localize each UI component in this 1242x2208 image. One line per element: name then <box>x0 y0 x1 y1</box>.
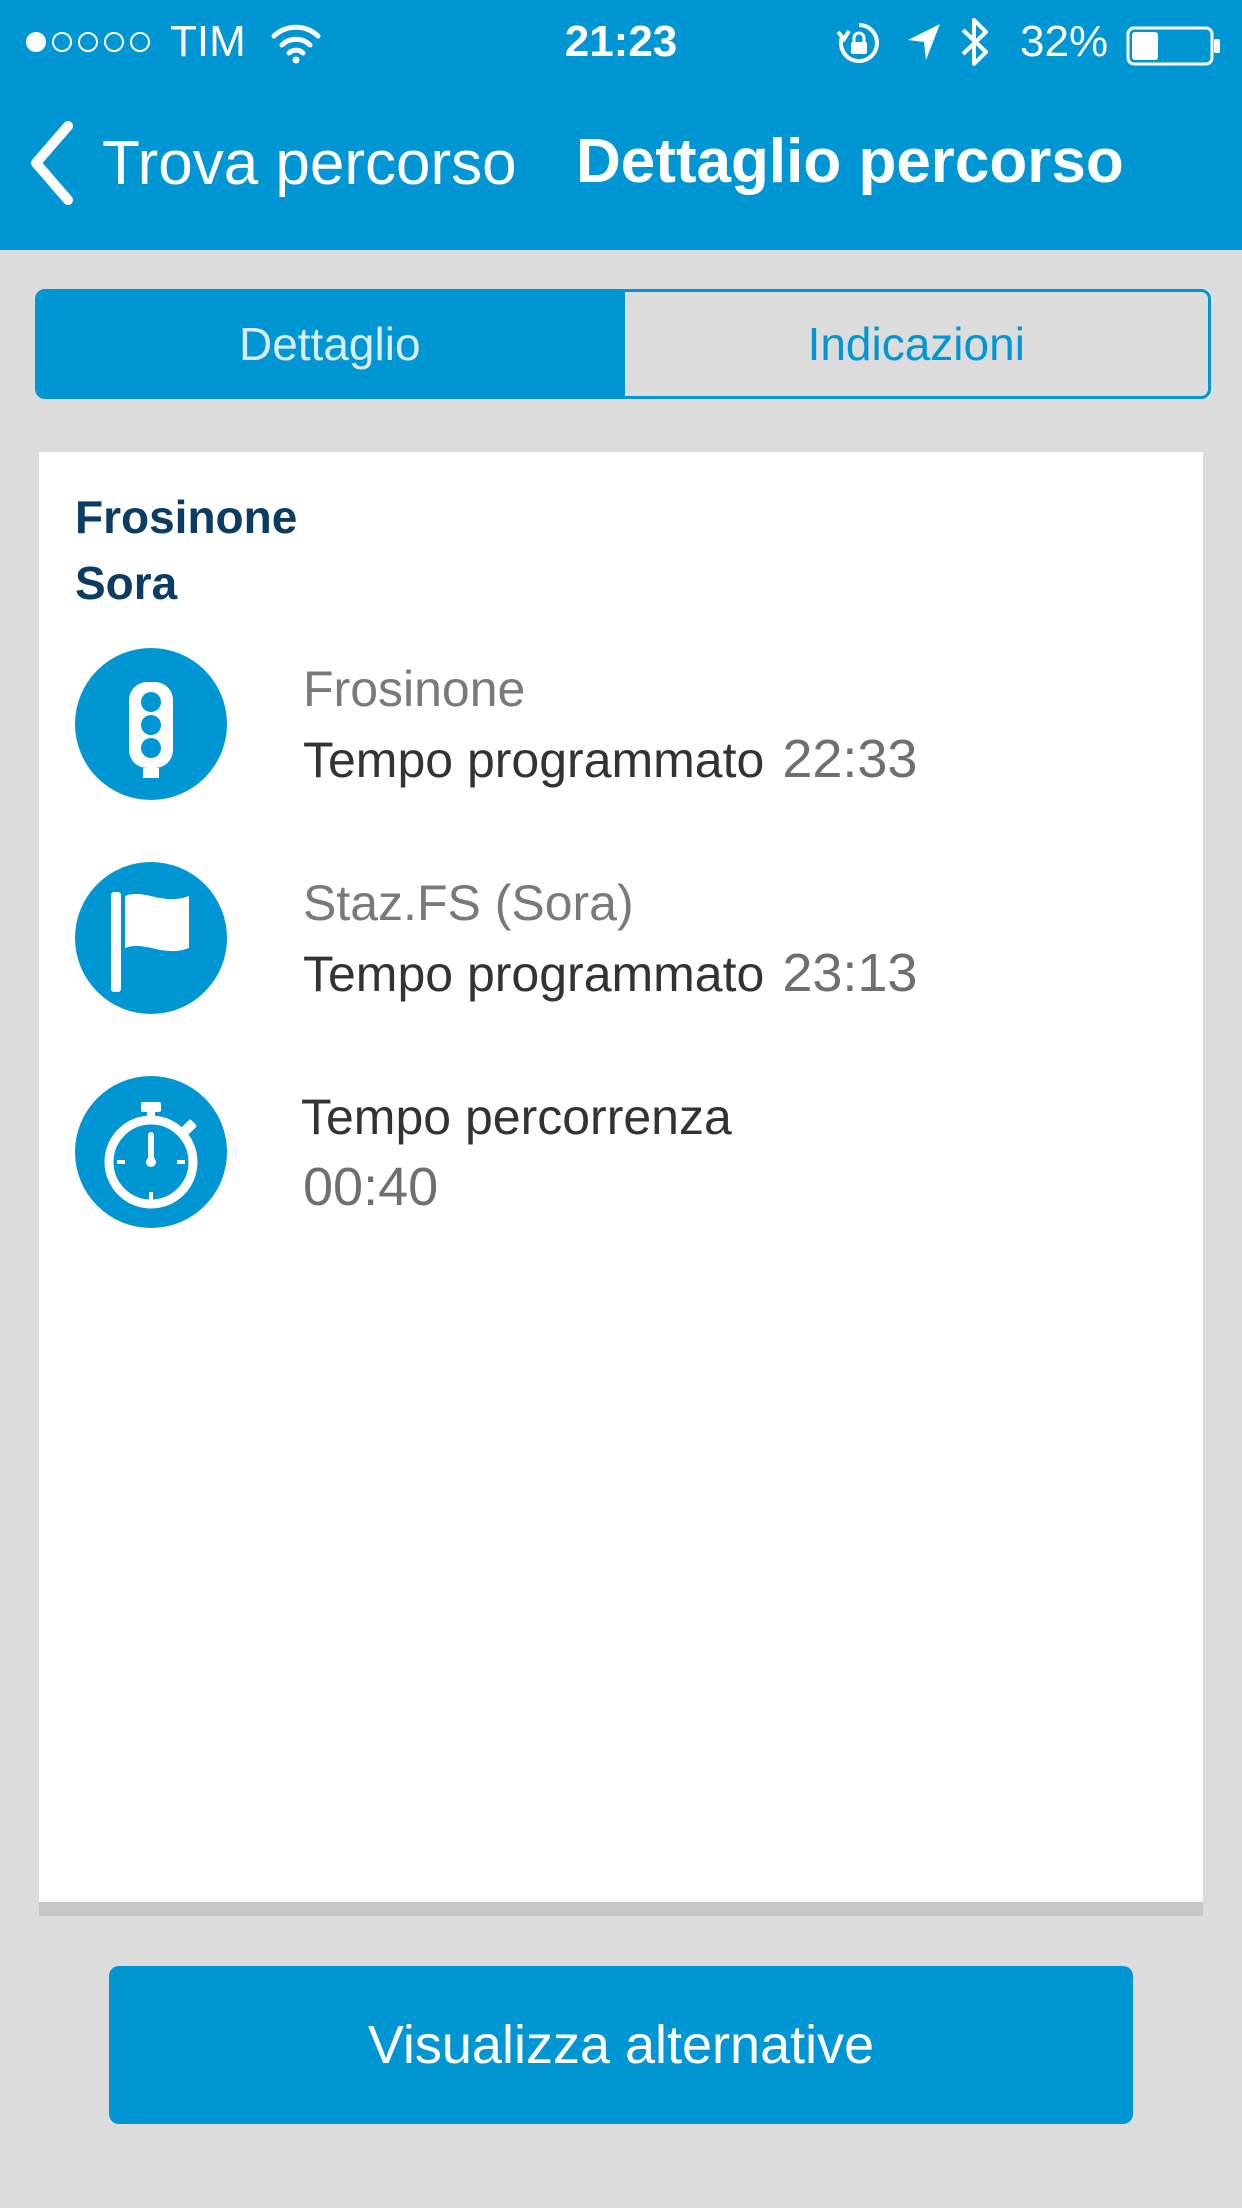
back-button[interactable] <box>26 118 586 208</box>
route-detail-card <box>39 452 1203 1902</box>
traffic-light-icon <box>75 648 227 800</box>
scheduled-time-line <box>303 942 917 1004</box>
route-destination: Sora <box>75 557 178 609</box>
flag-icon <box>75 862 227 1014</box>
stop-row-departure <box>75 648 1175 800</box>
card-divider <box>39 1902 1203 1916</box>
scheduled-time-value: 22:33 <box>782 729 918 789</box>
scheduled-time-label: Tempo programmato <box>303 946 765 1002</box>
back-button-label: Trova percorso <box>102 128 517 198</box>
status-time: 21:23 <box>564 17 678 66</box>
stopwatch-icon <box>75 1076 227 1228</box>
scheduled-time-line <box>303 728 917 790</box>
stop-row-arrival <box>75 862 1175 1014</box>
battery-percentage: 32% <box>1020 17 1109 66</box>
stop-name: Staz.FS (Sora) <box>303 875 634 931</box>
carrier-name: TIM <box>170 17 246 66</box>
bluetooth-icon <box>958 14 992 70</box>
page-title: Dettaglio percorso <box>576 127 1124 196</box>
scheduled-time-value: 23:13 <box>782 943 918 1003</box>
status-bar <box>0 0 1242 84</box>
location-arrow-icon <box>904 20 944 76</box>
tab-dettaglio[interactable]: Dettaglio <box>38 292 622 396</box>
route-origin: Frosinone <box>75 491 298 543</box>
stop-name: Frosinone <box>303 661 526 717</box>
duration-value: 00:40 <box>303 1157 439 1217</box>
segmented-control <box>35 289 1211 399</box>
view-alternatives-button[interactable]: Visualizza alternative <box>109 1966 1133 2124</box>
battery-icon <box>1126 24 1222 80</box>
scheduled-time-label: Tempo programmato <box>303 732 765 788</box>
chevron-left-icon <box>26 118 78 208</box>
rotation-lock-icon <box>836 20 882 76</box>
tab-indicazioni[interactable]: Indicazioni <box>622 292 1209 396</box>
duration-label: Tempo percorrenza <box>301 1089 732 1145</box>
duration-row <box>75 1076 1175 1228</box>
header <box>0 0 1242 250</box>
